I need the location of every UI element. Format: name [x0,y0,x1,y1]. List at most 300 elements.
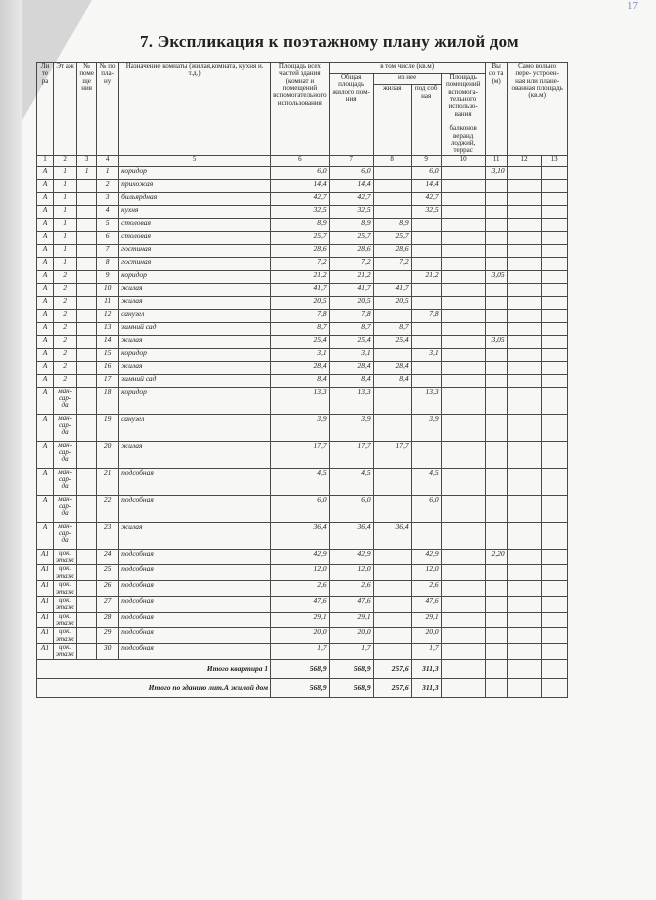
table-row [37,218,568,231]
cell-litera: А [37,257,54,270]
cell-po-planu: 20 [97,441,119,468]
table-row [37,322,568,335]
table-row [37,441,568,468]
cell-etazh: ман- сар- да [54,414,77,441]
cell-naznachenie: подсобная [119,565,271,581]
cell-naznachenie: жилая [119,335,271,348]
table-row [37,468,568,495]
cell-samovolno [507,257,541,270]
cell-podsobnaya [411,361,441,374]
cell-zhilaya [373,643,411,659]
cell-samovolno [507,322,541,335]
header-ploshchad-vspom [441,74,485,156]
cell-zhilaya [373,468,411,495]
cell-vysota [485,244,507,257]
cell-podsobnaya [411,441,441,468]
cell-samovolno [507,387,541,414]
cell-naznachenie: подсобная [119,643,271,659]
table-row [37,565,568,581]
total-empty-cell [541,659,567,678]
cell-etazh: 2 [54,296,77,309]
cell-etazh: 2 [54,283,77,296]
cell-ploshchad-vseh: 7,2 [271,257,330,270]
cell-obshchaya: 7,8 [329,309,373,322]
cell-pomeshchenie [77,565,97,581]
cell-vysota [485,441,507,468]
cell-balkony [441,387,485,414]
total-podsobnaya: 311,3 [411,659,441,678]
cell-po-planu: 6 [97,231,119,244]
cell-obshchaya: 28,4 [329,361,373,374]
total-obshchaya: 568,9 [329,678,373,697]
cell-po-planu: 9 [97,270,119,283]
cell-zhilaya [373,309,411,322]
cell-vysota [485,283,507,296]
cell-naznachenie: жилая [119,296,271,309]
cell-podsobnaya [411,322,441,335]
cell-ploshchad-vseh: 3,1 [271,348,330,361]
cell-ploshchad-vseh: 13,3 [271,387,330,414]
cell-vysota [485,495,507,522]
cell-zhilaya [373,628,411,644]
cell-empty [541,335,567,348]
cell-zhilaya: 25,7 [373,231,411,244]
cell-pomeshchenie [77,441,97,468]
cell-empty [541,296,567,309]
cell-samovolno [507,361,541,374]
cell-balkony [441,296,485,309]
cell-vysota [485,565,507,581]
cell-zhilaya: 41,7 [373,283,411,296]
cell-litera: А [37,468,54,495]
cell-vysota [485,205,507,218]
cell-balkony [441,335,485,348]
cell-pomeshchenie [77,549,97,565]
cell-po-planu: 28 [97,612,119,628]
cell-zhilaya [373,166,411,179]
cell-podsobnaya: 7,8 [411,309,441,322]
cell-naznachenie: столовая [119,218,271,231]
header-zhilaya: жилая [373,85,411,156]
column-number: 10 [441,155,485,166]
cell-litera: А [37,335,54,348]
cell-etazh: ман- сар- да [54,468,77,495]
cell-etazh: 1 [54,257,77,270]
cell-obshchaya: 4,5 [329,468,373,495]
cell-obshchaya: 3,1 [329,348,373,361]
total-obshchaya: 568,9 [329,659,373,678]
cell-obshchaya: 25,7 [329,231,373,244]
cell-naznachenie: жилая [119,361,271,374]
cell-naznachenie: зимний сад [119,374,271,387]
cell-etazh: ман- сар- да [54,495,77,522]
cell-empty [541,231,567,244]
cell-etazh: 2 [54,270,77,283]
cell-samovolno [507,522,541,549]
explication-rows [37,166,568,659]
header-po-planu: № по пла- ну [97,63,119,156]
cell-samovolno [507,270,541,283]
cell-obshchaya: 13,3 [329,387,373,414]
header-balkony-text: балконов веранд лоджий, террас [449,124,477,155]
cell-empty [541,581,567,597]
cell-naznachenie: гостиная [119,244,271,257]
header-samovolno: Само вольно пере- устроен- ная или плане- ованная площадь (кв.м) [507,63,567,156]
cell-ploshchad-vseh: 28,6 [271,244,330,257]
cell-balkony [441,581,485,597]
cell-vysota [485,348,507,361]
cell-zhilaya: 20,5 [373,296,411,309]
cell-empty [541,283,567,296]
cell-ploshchad-vseh: 17,7 [271,441,330,468]
header-ploshchad-vspom-text: Площадь помещений вспомога- тельного использо- вания [445,73,481,118]
cell-litera: А [37,495,54,522]
cell-naznachenie: кухня [119,205,271,218]
cell-litera: А1 [37,581,54,597]
cell-vysota [485,179,507,192]
cell-po-planu: 25 [97,565,119,581]
cell-obshchaya: 7,2 [329,257,373,270]
cell-podsobnaya [411,244,441,257]
header-podsobnaya: под соб ная [411,85,441,156]
cell-samovolno [507,495,541,522]
table-row [37,581,568,597]
cell-empty [541,628,567,644]
total-ploshchad-vseh: 568,9 [271,678,330,697]
cell-etazh: цок. этаж [54,581,77,597]
cell-litera: А [37,270,54,283]
cell-podsobnaya [411,374,441,387]
cell-empty [541,468,567,495]
cell-samovolno [507,596,541,612]
cell-vysota [485,522,507,549]
cell-balkony [441,166,485,179]
cell-podsobnaya: 3,1 [411,348,441,361]
table-row [37,231,568,244]
cell-podsobnaya: 20,0 [411,628,441,644]
cell-litera: А [37,218,54,231]
cell-balkony [441,628,485,644]
total-label: Итого квартира 1 [37,659,271,678]
cell-naznachenie: подсобная [119,628,271,644]
cell-zhilaya [373,612,411,628]
cell-ploshchad-vseh: 8,9 [271,218,330,231]
cell-po-planu: 21 [97,468,119,495]
cell-balkony [441,322,485,335]
cell-etazh: 1 [54,231,77,244]
cell-zhilaya [373,581,411,597]
cell-obshchaya: 2,6 [329,581,373,597]
cell-ploshchad-vseh: 28,4 [271,361,330,374]
cell-vysota: 3,10 [485,166,507,179]
cell-litera: А [37,231,54,244]
total-empty-cell [441,659,485,678]
cell-pomeshchenie [77,387,97,414]
cell-samovolno [507,179,541,192]
cell-po-planu: 8 [97,257,119,270]
cell-obshchaya: 17,7 [329,441,373,468]
total-zhilaya: 257,6 [373,678,411,697]
cell-zhilaya [373,596,411,612]
cell-naznachenie: коридор [119,348,271,361]
cell-podsobnaya: 21,2 [411,270,441,283]
cell-pomeshchenie [77,231,97,244]
cell-etazh: цок. этаж [54,596,77,612]
cell-po-planu: 11 [97,296,119,309]
cell-zhilaya [373,549,411,565]
cell-litera: А [37,179,54,192]
cell-po-planu: 30 [97,643,119,659]
cell-litera: А1 [37,612,54,628]
cell-empty [541,218,567,231]
total-podsobnaya: 311,3 [411,678,441,697]
cell-samovolno [507,296,541,309]
cell-empty [541,322,567,335]
cell-podsobnaya: 13,3 [411,387,441,414]
cell-naznachenie: подсобная [119,468,271,495]
cell-podsobnaya: 4,5 [411,468,441,495]
cell-balkony [441,283,485,296]
cell-balkony [441,218,485,231]
cell-empty [541,309,567,322]
cell-pomeshchenie [77,361,97,374]
cell-samovolno [507,565,541,581]
cell-obshchaya: 6,0 [329,166,373,179]
explication-totals [37,659,568,697]
column-number: 3 [77,155,97,166]
cell-podsobnaya: 42,7 [411,192,441,205]
cell-samovolno [507,192,541,205]
cell-etazh: ман- сар- да [54,387,77,414]
cell-etazh: 2 [54,361,77,374]
table-row [37,612,568,628]
cell-litera: А [37,348,54,361]
cell-empty [541,522,567,549]
cell-balkony [441,231,485,244]
cell-pomeshchenie [77,581,97,597]
cell-podsobnaya: 29,1 [411,612,441,628]
cell-empty [541,374,567,387]
cell-ploshchad-vseh: 7,8 [271,309,330,322]
cell-samovolno [507,205,541,218]
cell-ploshchad-vseh: 12,0 [271,565,330,581]
cell-po-planu: 23 [97,522,119,549]
cell-po-planu: 17 [97,374,119,387]
table-row [37,244,568,257]
cell-pomeshchenie [77,348,97,361]
cell-po-planu: 24 [97,549,119,565]
cell-zhilaya [373,348,411,361]
cell-po-planu: 7 [97,244,119,257]
cell-empty [541,348,567,361]
cell-obshchaya: 25,4 [329,335,373,348]
column-number: 4 [97,155,119,166]
cell-podsobnaya [411,218,441,231]
cell-etazh: 2 [54,322,77,335]
column-number: 1 [37,155,54,166]
cell-vysota [485,231,507,244]
cell-naznachenie: подсобная [119,596,271,612]
cell-samovolno [507,309,541,322]
cell-obshchaya: 47,6 [329,596,373,612]
cell-vysota [485,596,507,612]
cell-balkony [441,257,485,270]
cell-pomeshchenie [77,468,97,495]
total-ploshchad-vseh: 568,9 [271,659,330,678]
cell-obshchaya: 20,0 [329,628,373,644]
header-iz-nee: из нее [373,74,441,85]
cell-balkony [441,414,485,441]
total-row [37,659,568,678]
cell-naznachenie: подсобная [119,495,271,522]
cell-empty [541,414,567,441]
column-number: 7 [329,155,373,166]
table-row [37,335,568,348]
cell-pomeshchenie [77,495,97,522]
cell-litera: А [37,441,54,468]
table-row [37,495,568,522]
cell-ploshchad-vseh: 47,6 [271,596,330,612]
cell-naznachenie: бильярдная [119,192,271,205]
cell-po-planu: 1 [97,166,119,179]
cell-samovolno [507,218,541,231]
scan-left-edge [0,0,22,900]
cell-zhilaya: 8,9 [373,218,411,231]
cell-etazh: цок. этаж [54,643,77,659]
cell-etazh: 1 [54,244,77,257]
cell-vysota [485,468,507,495]
table-row [37,166,568,179]
cell-podsobnaya: 14,4 [411,179,441,192]
cell-ploshchad-vseh: 4,5 [271,468,330,495]
cell-litera: А [37,387,54,414]
cell-etazh: 1 [54,179,77,192]
cell-ploshchad-vseh: 42,7 [271,192,330,205]
cell-empty [541,612,567,628]
header-obshchaya: Общая площадь жилого пом-ния [329,74,373,156]
cell-zhilaya [373,205,411,218]
cell-pomeshchenie [77,283,97,296]
cell-po-planu: 15 [97,348,119,361]
cell-podsobnaya: 47,6 [411,596,441,612]
cell-balkony [441,612,485,628]
column-number: 8 [373,155,411,166]
cell-balkony [441,468,485,495]
cell-etazh: 1 [54,205,77,218]
cell-zhilaya: 28,4 [373,361,411,374]
header-row-1 [37,63,568,74]
cell-naznachenie: жилая [119,441,271,468]
cell-po-planu: 14 [97,335,119,348]
cell-podsobnaya: 42,9 [411,549,441,565]
cell-zhilaya [373,414,411,441]
header-litera: Ли те ра [37,63,54,156]
header-vysota: Вы со та (м) [485,63,507,156]
cell-ploshchad-vseh: 29,1 [271,612,330,628]
cell-po-planu: 29 [97,628,119,644]
cell-naznachenie: коридор [119,270,271,283]
cell-pomeshchenie [77,628,97,644]
cell-naznachenie: подсобная [119,612,271,628]
cell-obshchaya: 21,2 [329,270,373,283]
cell-podsobnaya: 12,0 [411,565,441,581]
cell-balkony [441,374,485,387]
cell-obshchaya: 8,9 [329,218,373,231]
cell-pomeshchenie [77,218,97,231]
cell-pomeshchenie [77,374,97,387]
table-row [37,628,568,644]
cell-podsobnaya [411,335,441,348]
cell-empty [541,596,567,612]
cell-zhilaya: 8,4 [373,374,411,387]
cell-balkony [441,495,485,522]
column-number: 6 [271,155,330,166]
cell-balkony [441,205,485,218]
cell-empty [541,361,567,374]
cell-balkony [441,522,485,549]
cell-podsobnaya [411,296,441,309]
cell-balkony [441,348,485,361]
cell-empty [541,205,567,218]
cell-obshchaya: 12,0 [329,565,373,581]
cell-samovolno [507,468,541,495]
cell-ploshchad-vseh: 42,9 [271,549,330,565]
cell-naznachenie: зимний сад [119,322,271,335]
cell-zhilaya: 8,7 [373,322,411,335]
cell-samovolno [507,581,541,597]
cell-podsobnaya: 3,9 [411,414,441,441]
cell-po-planu: 2 [97,179,119,192]
cell-litera: А1 [37,628,54,644]
cell-obshchaya: 14,4 [329,179,373,192]
cell-zhilaya: 36,4 [373,522,411,549]
cell-etazh: 2 [54,374,77,387]
cell-empty [541,441,567,468]
cell-vysota [485,643,507,659]
cell-ploshchad-vseh: 21,2 [271,270,330,283]
table-row [37,348,568,361]
cell-vysota [485,374,507,387]
cell-litera: А [37,322,54,335]
table-row [37,179,568,192]
cell-obshchaya: 29,1 [329,612,373,628]
cell-po-planu: 4 [97,205,119,218]
cell-obshchaya: 20,5 [329,296,373,309]
total-empty-cell [485,678,507,697]
table-row [37,549,568,565]
cell-etazh: 2 [54,348,77,361]
cell-zhilaya [373,565,411,581]
cell-samovolno [507,374,541,387]
cell-etazh: 1 [54,166,77,179]
cell-samovolno [507,549,541,565]
table-row [37,374,568,387]
cell-pomeshchenie [77,179,97,192]
cell-vysota [485,322,507,335]
cell-empty [541,257,567,270]
cell-vysota [485,414,507,441]
cell-litera: А [37,192,54,205]
cell-pomeshchenie [77,612,97,628]
table-row [37,361,568,374]
cell-po-planu: 22 [97,495,119,522]
table-row [37,522,568,549]
cell-podsobnaya: 1,7 [411,643,441,659]
cell-ploshchad-vseh: 20,5 [271,296,330,309]
cell-vysota [485,192,507,205]
cell-samovolno [507,441,541,468]
cell-vysota [485,628,507,644]
